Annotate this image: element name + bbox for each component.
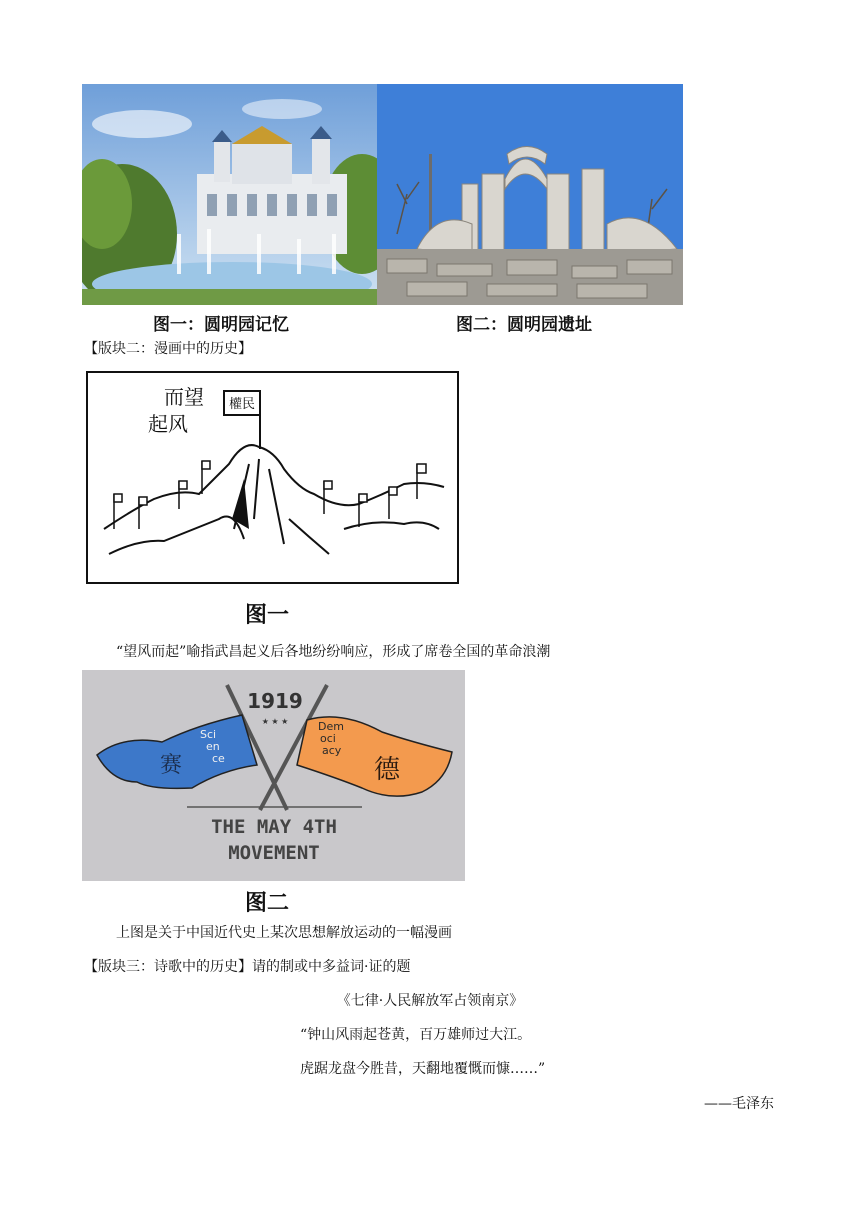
caption-yuanmingyuan-ruins: 图二：圆明园遗址 bbox=[456, 315, 592, 335]
poem-line-2: 虎踞龙盘今胜昔，天翻地覆慨而慷……” bbox=[300, 1061, 546, 1077]
poem-title: 《七律·人民解放军占领南京》 bbox=[336, 993, 524, 1009]
yuanmingyuan-memory-image bbox=[82, 84, 377, 305]
section-heading-poetry bbox=[84, 958, 410, 976]
cartoon1-caption: 图一 bbox=[245, 603, 290, 628]
cartoon1-flag-text: 權民 bbox=[228, 397, 256, 412]
poem-line-1: “钟山风雨起苍黄，百万雄师过大江。 bbox=[300, 1027, 532, 1043]
cartoon2-democracy-char: 德 bbox=[374, 755, 401, 785]
cartoon-revolution-figure bbox=[84, 369, 461, 586]
cartoon1-side-text-2: 起风 bbox=[148, 412, 188, 436]
cartoon-may-fourth-figure bbox=[82, 670, 465, 881]
cartoon1-side-text-1: 而望 bbox=[164, 385, 204, 409]
cartoon2-science-l3: ce bbox=[212, 752, 225, 765]
cartoon2-democracy-l2: oci bbox=[320, 732, 336, 745]
caption-yuanmingyuan-memory: 图一：圆明园记忆 bbox=[153, 315, 289, 335]
cartoon2-democracy-l1: Dem bbox=[318, 720, 344, 733]
poem-author: ——毛泽东 bbox=[704, 1096, 774, 1112]
section-heading-poetry-label: 【版块三：诗歌中的历史】 bbox=[84, 959, 252, 975]
cartoon2-year: 1919 bbox=[247, 689, 303, 713]
cartoon2-banner-line2: MOVEMENT bbox=[228, 842, 320, 864]
section-heading-cartoons: 【版块二：漫画中的历史】 bbox=[84, 341, 252, 357]
cartoon2-stars: ★ ★ ★ bbox=[261, 717, 289, 726]
cartoon2-science-l2: en bbox=[206, 740, 220, 753]
cartoon2-democracy-l3: acy bbox=[322, 744, 342, 757]
cartoon2-banner-line1: THE MAY 4TH bbox=[211, 816, 337, 838]
yuanmingyuan-ruins-image bbox=[377, 84, 683, 305]
section-heading-poetry-extra: 请的制或中多益词·证的题 bbox=[252, 959, 411, 975]
cartoon2-science-char: 赛 bbox=[160, 753, 183, 778]
note-wangfengerqi: “望风而起”喻指武昌起义后各地纷纷响应，形成了席卷全国的革命浪潮 bbox=[116, 644, 551, 660]
yuanmingyuan-photo-pair bbox=[82, 84, 683, 305]
note-may-fourth: 上图是关于中国近代史上某次思想解放运动的一幅漫画 bbox=[116, 925, 452, 941]
cartoon2-science-l1: Sci bbox=[200, 728, 217, 741]
cartoon2-caption: 图二 bbox=[245, 891, 290, 916]
